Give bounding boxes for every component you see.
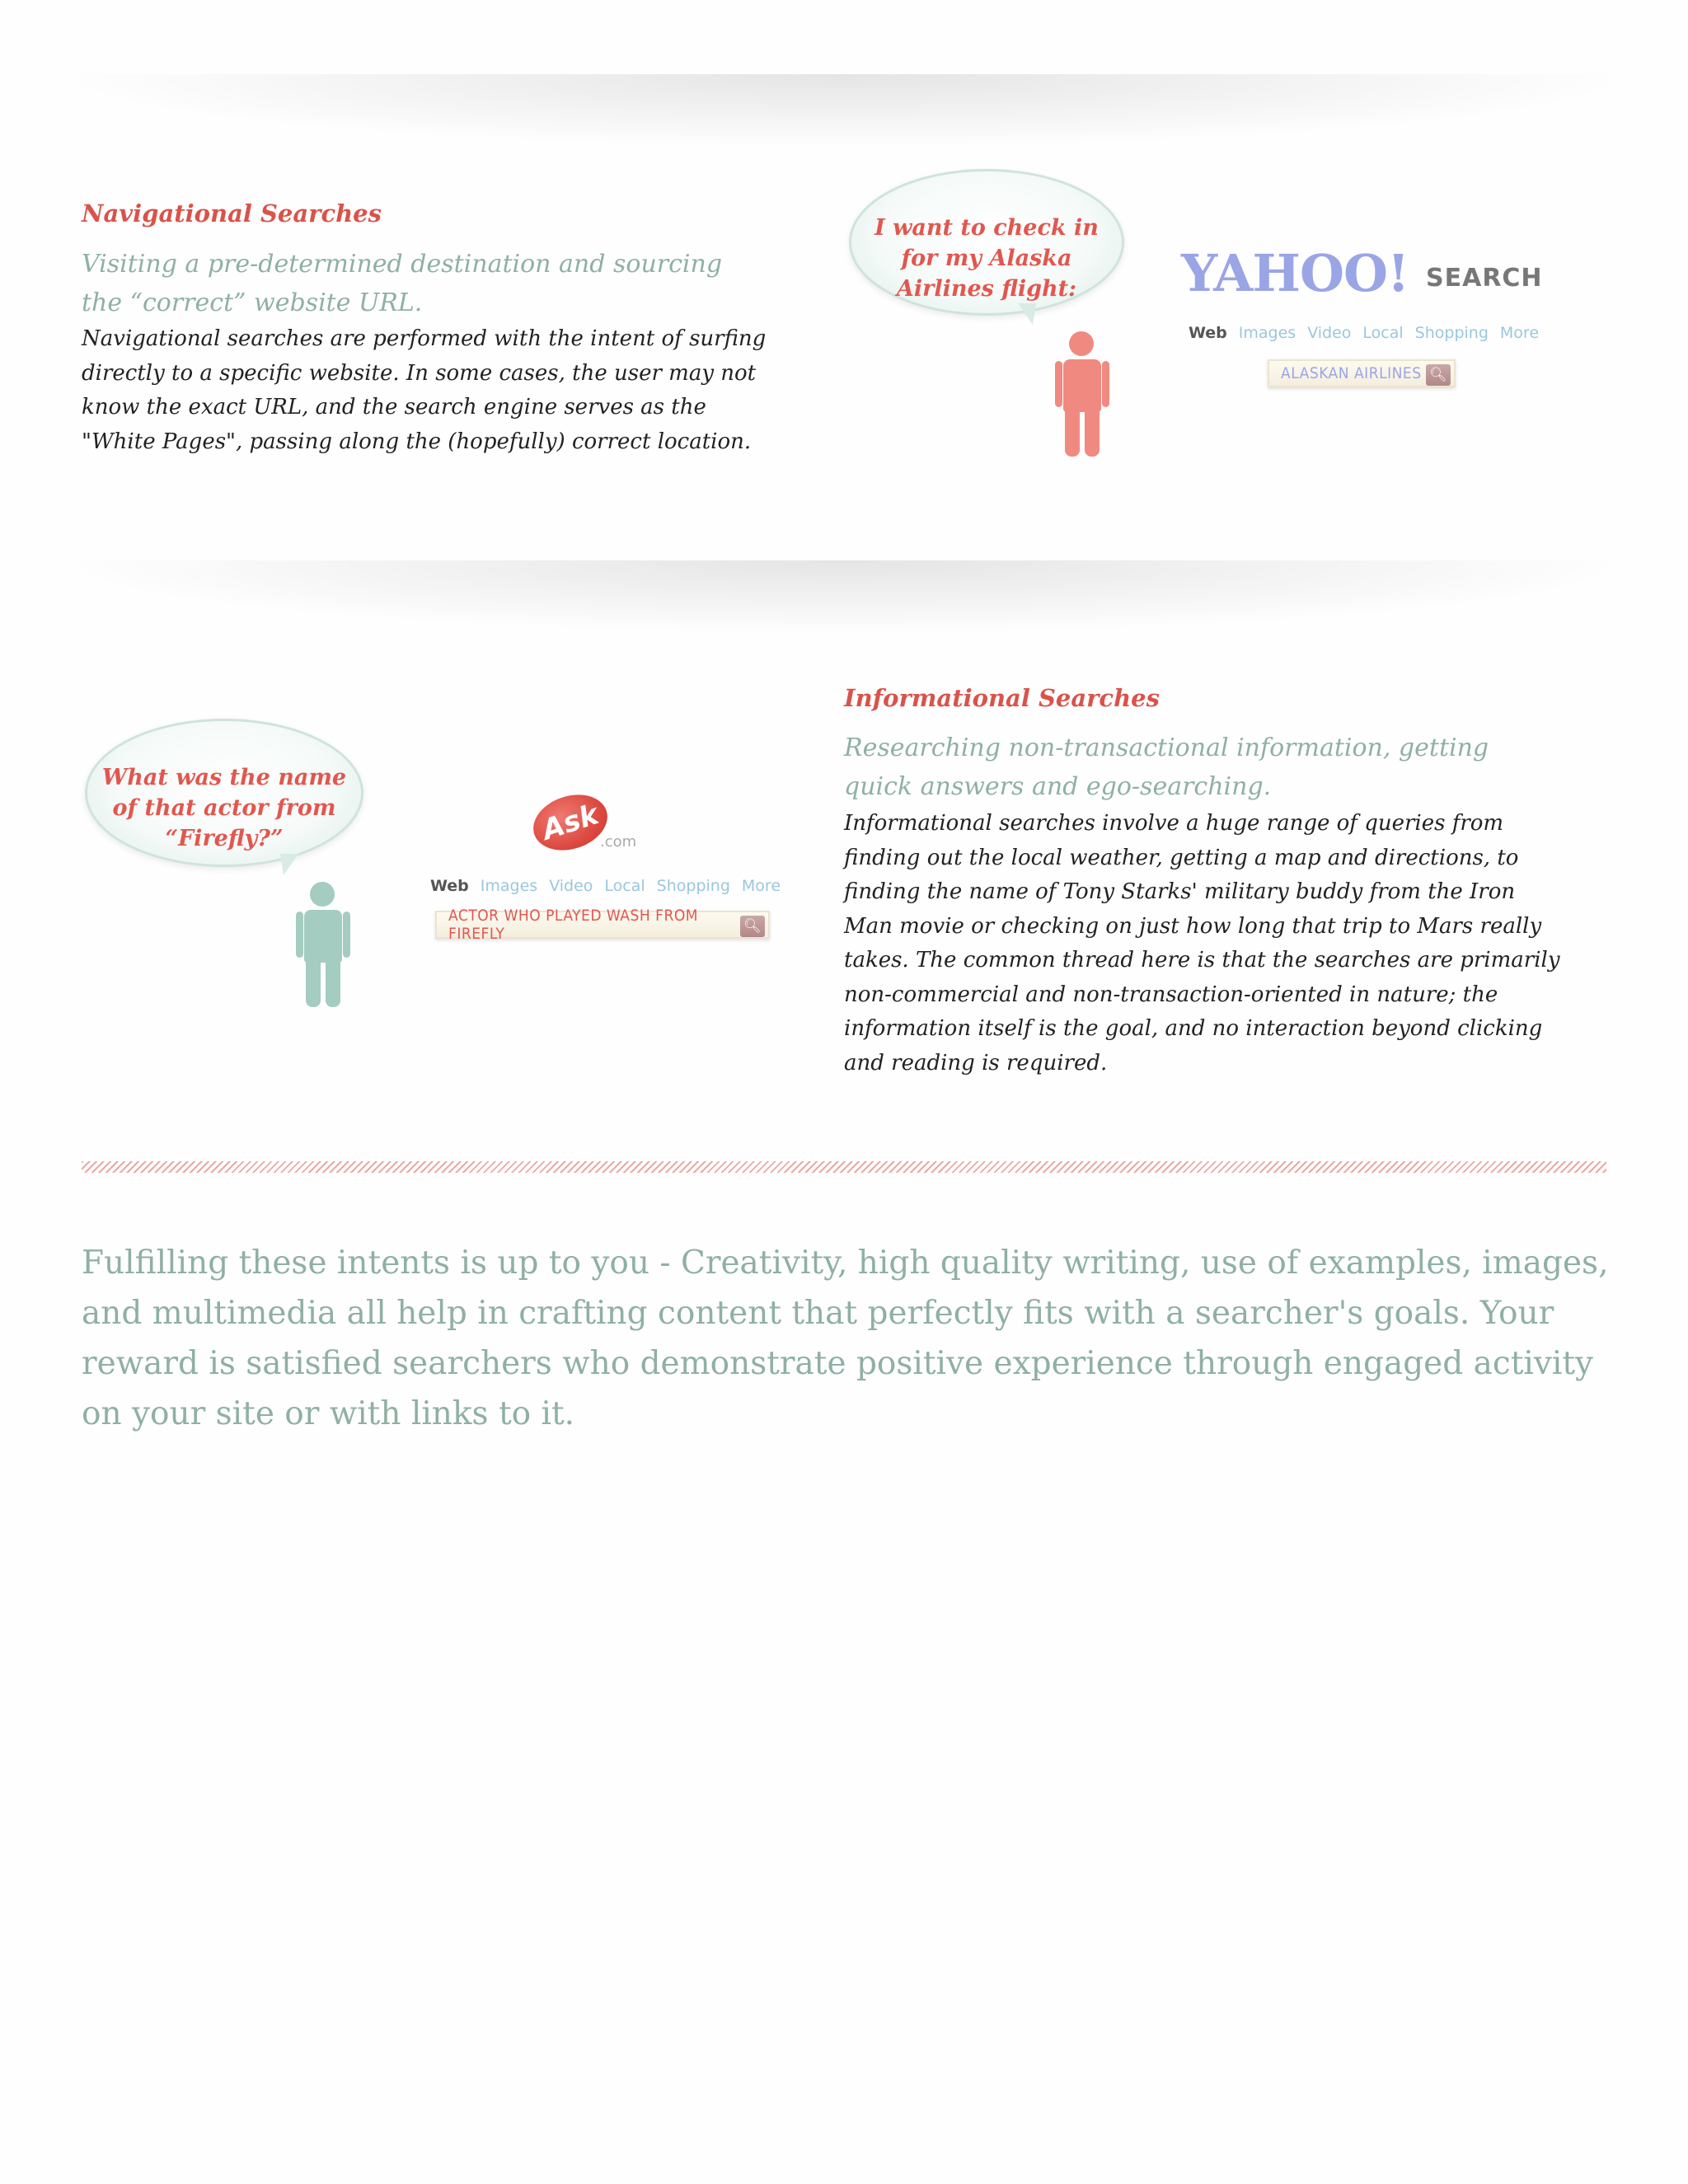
nav-images[interactable]: Images <box>480 877 538 895</box>
navigational-bubble-text: I want to check in for my Alaska Airlines flight: <box>874 215 1099 302</box>
nav-local[interactable]: Local <box>1362 324 1404 342</box>
navigational-subheading: Visiting a pre-determined destination and sourcing the “correct” website URL. <box>82 250 723 317</box>
ask-logo: Ask <box>526 785 614 859</box>
nav-video[interactable]: Video <box>549 877 593 895</box>
nav-web[interactable]: Web <box>1189 324 1227 342</box>
informational-section <box>0 560 1688 1104</box>
yahoo-logo: YAHOO! <box>1181 243 1409 303</box>
informational-person-icon <box>294 882 352 1007</box>
ask-search-query: ACTOR WHO PLAYED WASH FROM FIREFLY <box>448 907 699 943</box>
informational-heading: Informational Searches <box>844 684 1160 712</box>
nav-local[interactable]: Local <box>604 877 645 895</box>
informational-subheading: Researching non-transactional information, getting quick answers and ego-searching. <box>844 733 1489 801</box>
nav-shopping[interactable]: Shopping <box>1414 324 1489 342</box>
yahoo-search-input[interactable] <box>1268 359 1456 387</box>
informational-body: Informational searches involve a huge range of queries from finding out the local weather, getting a map and directions, to finding the name of Tony Starks' military buddy from the Iron Man movie or checking on just how long that trip to Mars really takes. The common thread here is that the searches are primarily non-commercial and non-transaction-oriented in nature; the information itself is the goal, and no interaction beyond clicking and reading is required. <box>844 811 1560 1076</box>
search-icon[interactable]: 🔍︎ <box>1426 364 1451 386</box>
yahoo-search-nav <box>1189 324 1539 342</box>
closing-paragraph: Fulfilling these intents is up to you - Creativity, high quality writing, use of examples, images, and multimedia all help in crafting content that perfectly fits with a searcher's goals. Your reward is satisfied searchers who demonstrate positive experience through engaged activity on your site or with links to it. <box>82 1244 1609 1432</box>
yahoo-search-query: ALASKAN AIRLINES <box>1281 364 1422 382</box>
yahoo-search-label: SEARCH <box>1426 264 1543 293</box>
navigational-heading: Navigational Searches <box>82 199 382 227</box>
nav-more[interactable]: More <box>741 877 781 895</box>
navigational-person-icon <box>1053 331 1111 457</box>
nav-shopping[interactable]: Shopping <box>656 877 730 895</box>
ask-search-nav <box>430 877 781 895</box>
navigational-body: Navigational searches are performed with the intent of surfing directly to a specific website. In some cases, the user may not know the exact URL, and the search engine serves as the "White Pages", passing along the (hopefully) correct location. <box>82 326 767 454</box>
nav-more[interactable]: More <box>1499 324 1540 342</box>
navigational-section <box>0 0 1688 527</box>
nav-web[interactable]: Web <box>430 877 469 895</box>
ask-search-input[interactable] <box>435 907 770 943</box>
ask-domain-suffix: .com <box>600 833 637 851</box>
hatched-divider <box>82 1161 1606 1173</box>
informational-bubble-text: What was the name of that actor from “Firefly?” <box>101 765 347 851</box>
nav-video[interactable]: Video <box>1307 324 1352 342</box>
nav-images[interactable]: Images <box>1238 324 1296 342</box>
search-icon[interactable]: 🔍︎ <box>740 916 765 937</box>
